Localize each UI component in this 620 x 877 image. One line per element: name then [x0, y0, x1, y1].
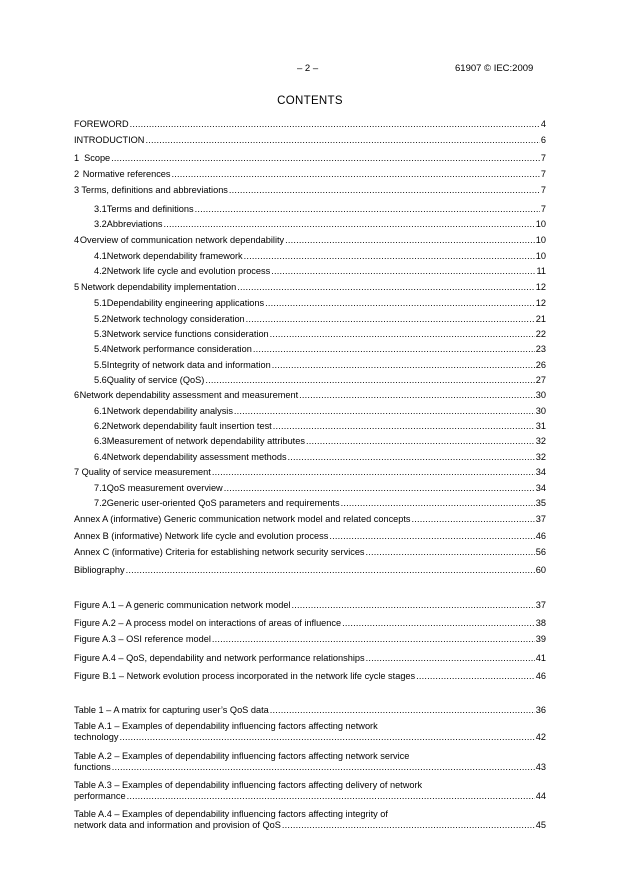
dot-leader [244, 251, 535, 262]
toc-entry-label: Network dependability implementation [81, 282, 237, 292]
figure-entry-page: 46 [535, 671, 546, 681]
dot-leader [234, 406, 535, 417]
figure-entry-page: 38 [535, 618, 546, 628]
toc-entry-page: 34 [535, 467, 546, 477]
table-entry-page: 36 [535, 705, 546, 715]
toc-entry[interactable] [94, 204, 546, 216]
toc-entry[interactable] [94, 360, 546, 372]
dot-leader [299, 390, 535, 401]
toc-entry[interactable] [94, 298, 546, 310]
toc-entry-label: Quality of service measurement [81, 467, 211, 477]
toc-entry[interactable] [94, 266, 546, 278]
table-entry-page: 42 [535, 732, 546, 742]
toc-entry-page: 10 [535, 235, 546, 245]
dot-leader [212, 467, 535, 478]
toc-entry[interactable] [74, 235, 546, 247]
toc-entry-page: 31 [535, 421, 546, 431]
toc-entry-page: 7 [540, 169, 546, 179]
toc-entry-page: 6 [540, 135, 546, 145]
toc-entry[interactable] [94, 483, 546, 495]
dot-leader [195, 204, 540, 215]
toc-entry-page: 12 [535, 282, 546, 292]
toc-entry-label: Network life cycle and evolution process [106, 266, 271, 276]
page-number: – 2 – [297, 63, 319, 74]
toc-entry-page: 11 [536, 266, 546, 276]
toc-entry[interactable] [74, 514, 546, 526]
table-entry-label: Table A.3 – Examples of dependability influencing factors affecting delivery of network [74, 780, 423, 790]
dot-leader [285, 235, 535, 246]
toc-entry-page: 7 [540, 204, 546, 214]
dot-leader [366, 653, 535, 664]
toc-entry-number: 4.1 [94, 251, 107, 261]
dot-leader [366, 547, 535, 558]
table-entry[interactable] [74, 809, 546, 831]
figure-entry-page: 39 [535, 634, 546, 644]
toc-entry[interactable] [94, 219, 546, 231]
toc-entry-label: Scope [84, 153, 111, 163]
table-entry[interactable] [74, 721, 546, 743]
toc-entry-page: 7 [540, 153, 546, 163]
toc-entry[interactable] [74, 153, 546, 165]
toc-entry-label: Measurement of network dependability attributes [106, 436, 305, 446]
dot-leader [329, 531, 534, 542]
toc-entry[interactable] [74, 185, 546, 197]
toc-entry-label: Annex B (informative) Network life cycle and evolution process [74, 531, 329, 541]
toc-entry[interactable] [94, 329, 546, 341]
figure-entry[interactable] [74, 634, 546, 646]
toc-entry-label: Network performance consideration [106, 344, 252, 354]
dot-leader [119, 732, 534, 743]
figure-entry-label: Figure A.1 – A generic communication network model [74, 600, 291, 610]
toc-entry-number: 7.2 [94, 498, 107, 508]
figure-entry[interactable] [74, 600, 546, 612]
toc-entry[interactable] [94, 314, 546, 326]
dot-leader [172, 169, 540, 180]
toc-entry-page: 46 [535, 531, 546, 541]
toc-entry-label: Quality of service (QoS) [106, 375, 205, 385]
toc-entry-page: 7 [540, 185, 546, 195]
dot-leader [271, 266, 535, 277]
toc-entry[interactable] [74, 119, 546, 131]
toc-entry[interactable] [74, 282, 546, 294]
table-entry-page: 45 [535, 820, 546, 830]
toc-entry-label: QoS measurement overview [106, 483, 223, 493]
table-entry[interactable] [74, 705, 546, 717]
dot-leader [246, 314, 535, 325]
toc-entry-number: 5 [74, 282, 80, 292]
toc-entry-page: 26 [535, 360, 546, 370]
toc-entry-number: 3.1 [94, 204, 107, 214]
dot-leader [126, 565, 535, 576]
toc-entry-number: 1 [74, 153, 80, 163]
dot-leader [272, 360, 535, 371]
table-entry-label: Table 1 – A matrix for capturing user’s QoS data [74, 705, 269, 715]
dot-leader [292, 600, 535, 611]
toc-entry-page: 34 [535, 483, 546, 493]
toc-entry[interactable] [74, 547, 546, 559]
dot-leader [111, 153, 540, 164]
toc-entry-page: 22 [535, 329, 546, 339]
toc-entry-number: 5.5 [94, 360, 107, 370]
toc-entry[interactable] [74, 390, 546, 402]
toc-entry[interactable] [74, 169, 546, 181]
toc-entry-label: Overview of communication network dependability [79, 235, 285, 245]
toc-entry[interactable] [94, 498, 546, 510]
table-entry[interactable] [74, 751, 546, 773]
toc-entry-label: Network dependability fault insertion test [106, 421, 272, 431]
toc-entry-page: 35 [535, 498, 546, 508]
toc-entry-number: 7 [74, 467, 80, 477]
toc-entry-page: 30 [535, 406, 546, 416]
dot-leader [282, 820, 535, 831]
toc-entry-label: Network dependability framework [106, 251, 243, 261]
dot-leader [112, 762, 535, 773]
toc-entry[interactable] [74, 565, 546, 577]
toc-entry-number: 4 [74, 235, 80, 245]
toc-entry-page: 27 [535, 375, 546, 385]
toc-entry-number: 3.2 [94, 219, 107, 229]
figure-entry-label: Figure A.3 – OSI reference model [74, 634, 211, 644]
figure-entry[interactable] [74, 653, 546, 665]
toc-entry[interactable] [94, 421, 546, 433]
dot-leader [273, 421, 535, 432]
toc-entry[interactable] [94, 375, 546, 387]
figure-entry-page: 41 [535, 653, 546, 663]
toc-entry-page: 4 [540, 119, 546, 129]
toc-entry-label: Annex A (informative) Generic communication network model and related concepts [74, 514, 411, 524]
table-entry-label-continued: functions [74, 762, 111, 772]
figure-entry-page: 37 [535, 600, 546, 610]
table-entry-label-continued: performance [74, 791, 126, 801]
toc-entry[interactable] [94, 251, 546, 263]
standard-reference: 61907 © IEC:2009 [455, 63, 534, 74]
table-entry-label: Table A.4 – Examples of dependability influencing factors affecting integrity of [74, 809, 388, 819]
toc-entry-label: Normative references [82, 169, 171, 179]
toc-entry-number: 6.4 [94, 452, 107, 462]
toc-entry-label: Network dependability assessment and measurement [79, 390, 299, 400]
toc-entry-number: 2 [74, 169, 80, 179]
table-entry-page: 44 [535, 791, 546, 801]
toc-entry[interactable] [94, 406, 546, 418]
toc-entry-number: 4.2 [94, 266, 107, 276]
dot-leader [270, 705, 535, 716]
toc-entry-number: 5.4 [94, 344, 107, 354]
toc-entry-page: 60 [535, 565, 546, 575]
toc-entry-label: INTRODUCTION [74, 135, 145, 145]
figure-entry[interactable] [74, 671, 546, 683]
dot-leader [265, 298, 535, 309]
toc-entry-label: Network dependability assessment methods [106, 452, 287, 462]
dot-leader [205, 375, 534, 386]
toc-entry[interactable] [94, 344, 546, 356]
dot-leader [224, 483, 535, 494]
toc-entry-label: Abbreviations [106, 219, 163, 229]
toc-entry-number: 6 [74, 390, 80, 400]
toc-entry-label: Network service functions consideration [106, 329, 269, 339]
table-entry-label: Table A.2 – Examples of dependability influencing factors affecting network service [74, 751, 410, 761]
figure-entry-label: Figure A.4 – QoS, dependability and network performance relationships [74, 653, 365, 663]
toc-entry[interactable] [74, 135, 546, 147]
toc-entry-label: Network technology consideration [106, 314, 245, 324]
toc-entry-number: 6.1 [94, 406, 107, 416]
table-entry-label-continued: technology [74, 732, 119, 742]
toc-entry-number: 5.3 [94, 329, 107, 339]
toc-entry-page: 32 [535, 436, 546, 446]
toc-entry-label: Annex C (informative) Criteria for establishing network security services [74, 547, 365, 557]
toc-entry-label: Integrity of network data and information [106, 360, 271, 370]
toc-entry-page: 37 [535, 514, 546, 524]
toc-entry-page: 21 [535, 314, 546, 324]
dot-leader [212, 634, 535, 645]
toc-entry-label: Terms, definitions and abbreviations [81, 185, 228, 195]
toc-entry[interactable] [94, 436, 546, 448]
toc-entry-page: 32 [535, 452, 546, 462]
table-entry-label-continued: network data and information and provision of QoS [74, 820, 281, 830]
figure-entry-label: Figure A.2 – A process model on interactions of areas of influence [74, 618, 342, 628]
toc-entry[interactable] [94, 452, 546, 464]
toc-entry-number: 7.1 [94, 483, 107, 493]
table-entry-label: Table A.1 – Examples of dependability influencing factors affecting network [74, 721, 378, 731]
dot-leader [127, 791, 535, 802]
toc-entry-number: 6.2 [94, 421, 107, 431]
dot-leader [130, 119, 540, 130]
dot-leader [341, 498, 535, 509]
toc-entry[interactable] [74, 531, 546, 543]
toc-entry-label: Generic user-oriented QoS parameters and requirements [106, 498, 340, 508]
dot-leader [288, 452, 535, 463]
dot-leader [412, 514, 535, 525]
dot-leader [270, 329, 535, 340]
table-entry[interactable] [74, 780, 546, 802]
toc-entry-label: FOREWORD [74, 119, 129, 129]
toc-entry-number: 5.1 [94, 298, 107, 308]
toc-entry-label: Network dependability analysis [106, 406, 233, 416]
dot-leader [237, 282, 535, 293]
toc-entry[interactable] [74, 467, 546, 479]
dot-leader [163, 219, 534, 230]
toc-entry-page: 10 [535, 251, 546, 261]
toc-entry-page: 56 [535, 547, 546, 557]
toc-entry-page: 10 [535, 219, 546, 229]
toc-entry-number: 6.3 [94, 436, 107, 446]
page-title: CONTENTS [277, 95, 343, 107]
toc-entry-number: 5.6 [94, 375, 107, 385]
toc-entry-number: 5.2 [94, 314, 107, 324]
dot-leader [416, 671, 535, 682]
dot-leader [253, 344, 535, 355]
figure-entry-label: Figure B.1 – Network evolution process incorporated in the network life cycle stages [74, 671, 416, 681]
toc-entry-label: Bibliography [74, 565, 125, 575]
dot-leader [229, 185, 540, 196]
dot-leader [145, 135, 539, 146]
toc-entry-page: 23 [535, 344, 546, 354]
toc-entry-page: 30 [535, 390, 546, 400]
toc-entry-page: 12 [535, 298, 546, 308]
table-entry-page: 43 [535, 762, 546, 772]
dot-leader [342, 618, 535, 629]
toc-entry-label: Terms and definitions [106, 204, 194, 214]
toc-entry-number: 3 [74, 185, 80, 195]
toc-entry-label: Dependability engineering applications [106, 298, 265, 308]
figure-entry[interactable] [74, 618, 546, 630]
dot-leader [306, 436, 535, 447]
